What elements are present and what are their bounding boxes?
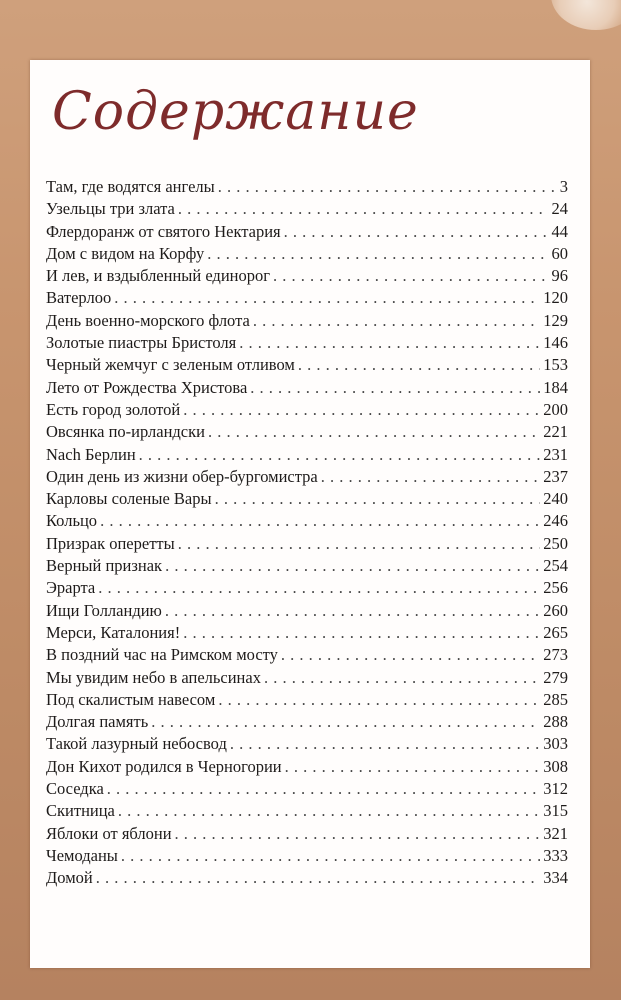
toc-entry-title: День военно-морского флота (46, 310, 250, 330)
toc-entry-page-number: 120 (543, 288, 568, 308)
toc-entry (46, 244, 568, 266)
toc-entry-title: Дом с видом на Корфу (46, 243, 205, 263)
toc-entry (46, 311, 568, 333)
dot-leader (139, 445, 541, 465)
dot-leader (208, 422, 540, 442)
toc-entry-page-number: 24 (551, 199, 568, 219)
toc-entry-page-number: 285 (543, 689, 568, 709)
toc-entry (46, 623, 568, 645)
toc-entry-title: Эрарта (46, 578, 96, 598)
toc-entry-title: Долгая память (46, 712, 149, 732)
toc-entry-title: Золотые пиастры Бристоля (46, 333, 237, 353)
toc-entry (46, 846, 568, 868)
toc-entry-title: Соседка (46, 779, 104, 799)
toc-entry-title: Скитница (46, 801, 115, 821)
dot-leader (96, 868, 541, 888)
toc-entry (46, 288, 568, 310)
toc-entry-page-number: 246 (543, 511, 568, 531)
toc-entry (46, 511, 568, 533)
toc-entry (46, 779, 568, 801)
dot-leader (183, 623, 540, 643)
toc-entry (46, 712, 568, 734)
toc-entry-title: Верный признак (46, 556, 163, 576)
toc-entry-title: Nach Берлин (46, 444, 136, 464)
toc-entry (46, 422, 568, 444)
dot-leader (215, 489, 541, 509)
toc-entry (46, 690, 568, 712)
toc-entry-page-number: 60 (551, 243, 568, 263)
toc-entry-title: Чемоданы (46, 845, 118, 865)
toc-entry-title: Флердоранж от святого Нектария (46, 221, 281, 241)
dot-leader (178, 199, 549, 219)
toc-entry-title: Черный жемчуг с зеленым отливом (46, 355, 295, 375)
dot-leader (183, 400, 540, 420)
toc-entry-title: Домой (46, 868, 93, 888)
background-corner-highlight (551, 0, 621, 30)
toc-entry-page-number: 250 (543, 533, 568, 553)
dot-leader (218, 690, 540, 710)
toc-entry (46, 757, 568, 779)
toc-entry-page-number: 273 (543, 645, 568, 665)
toc-entry-page-number: 279 (543, 667, 568, 687)
toc-entry (46, 333, 568, 355)
toc-entry (46, 868, 568, 890)
toc-entry-title: В поздний час на Римском мосту (46, 645, 278, 665)
dot-leader (281, 645, 540, 665)
dot-leader (321, 467, 541, 487)
page-title: Содержание (52, 82, 419, 142)
toc-entry-page-number: 153 (543, 355, 568, 375)
dot-leader (165, 556, 540, 576)
dot-leader (284, 222, 549, 242)
toc-entry (46, 578, 568, 600)
toc-entry-title: Карловы соленые Вары (46, 489, 212, 509)
toc-entry (46, 534, 568, 556)
toc-entry-page-number: 96 (551, 266, 568, 286)
toc-entry-page-number: 240 (543, 489, 568, 509)
dot-leader (100, 511, 540, 531)
toc-entry-page-number: 221 (543, 422, 568, 442)
toc-entry-title: Под скалистым навесом (46, 689, 216, 709)
dot-leader (151, 712, 540, 732)
toc-entry-title: Призрак оперетты (46, 533, 175, 553)
toc-entry (46, 400, 568, 422)
dot-leader (114, 288, 540, 308)
toc-entry-page-number: 260 (543, 600, 568, 620)
toc-entry-title: И лев, и вздыбленный единорог (46, 266, 271, 286)
toc-entry-title: Узельцы три злата (46, 199, 175, 219)
toc-entry-page-number: 315 (543, 801, 568, 821)
toc-entry (46, 467, 568, 489)
dot-leader (285, 757, 541, 777)
toc-entry-title: Дон Кихот родился в Черногории (46, 756, 282, 776)
toc-entry-page-number: 146 (543, 333, 568, 353)
toc-entry-page-number: 231 (543, 444, 568, 464)
toc-entry-title: Есть город золотой (46, 399, 181, 419)
toc-entry-page-number: 265 (543, 622, 568, 642)
toc-entry-page-number: 129 (543, 310, 568, 330)
toc-entry-title: Ватерлоо (46, 288, 112, 308)
toc-entry (46, 645, 568, 667)
toc-entry-page-number: 308 (543, 756, 568, 776)
toc-entry-page-number: 3 (559, 177, 568, 196)
toc-entry-page-number: 44 (551, 221, 568, 241)
table-of-contents (46, 177, 568, 891)
dot-leader (175, 824, 541, 844)
toc-entry (46, 734, 568, 756)
toc-entry (46, 266, 568, 288)
toc-entry-page-number: 200 (543, 399, 568, 419)
contents-page (30, 60, 590, 968)
toc-entry (46, 489, 568, 511)
toc-entry-page-number: 321 (543, 823, 568, 843)
toc-entry-page-number: 288 (543, 712, 568, 732)
dot-leader (218, 177, 557, 197)
toc-entry (46, 601, 568, 623)
toc-entry-title: Мерси, Каталония! (46, 622, 181, 642)
toc-entry (46, 824, 568, 846)
toc-entry-title: Мы увидим небо в апельсинах (46, 667, 261, 687)
toc-entry (46, 556, 568, 578)
toc-entry (46, 668, 568, 690)
dot-leader (98, 578, 540, 598)
toc-entry-page-number: 256 (543, 578, 568, 598)
toc-entry-title: Кольцо (46, 511, 98, 531)
toc-entry-page-number: 184 (543, 377, 568, 397)
dot-leader (298, 355, 540, 375)
dot-leader (253, 311, 540, 331)
toc-entry (46, 355, 568, 377)
toc-entry-title: Ищи Голландию (46, 600, 162, 620)
toc-entry-title: Лето от Рождества Христова (46, 377, 248, 397)
toc-entry-page-number: 303 (543, 734, 568, 754)
toc-entry-title: Яблоки от яблони (46, 823, 172, 843)
dot-leader (230, 734, 540, 754)
dot-leader (178, 534, 541, 554)
dot-leader (121, 846, 540, 866)
dot-leader (118, 801, 540, 821)
dot-leader (273, 266, 548, 286)
toc-entry (46, 801, 568, 823)
toc-entry-page-number: 333 (543, 845, 568, 865)
dot-leader (250, 378, 540, 398)
toc-entry-page-number: 334 (543, 868, 568, 888)
toc-entry (46, 222, 568, 244)
toc-entry-page-number: 254 (543, 556, 568, 576)
dot-leader (239, 333, 540, 353)
toc-entry-page-number: 237 (543, 466, 568, 486)
dot-leader (107, 779, 540, 799)
toc-entry-title: Такой лазурный небосвод (46, 734, 227, 754)
toc-entry-page-number: 312 (543, 779, 568, 799)
toc-entry-title: Там, где водятся ангелы (46, 177, 215, 196)
dot-leader (165, 601, 540, 621)
toc-entry-title: Овсянка по-ирландски (46, 422, 205, 442)
dot-leader (264, 668, 540, 688)
dot-leader (207, 244, 548, 264)
toc-entry (46, 177, 568, 199)
toc-entry-title: Один день из жизни обер-бургомистра (46, 466, 318, 486)
toc-entry (46, 445, 568, 467)
toc-entry (46, 378, 568, 400)
toc-entry (46, 199, 568, 221)
